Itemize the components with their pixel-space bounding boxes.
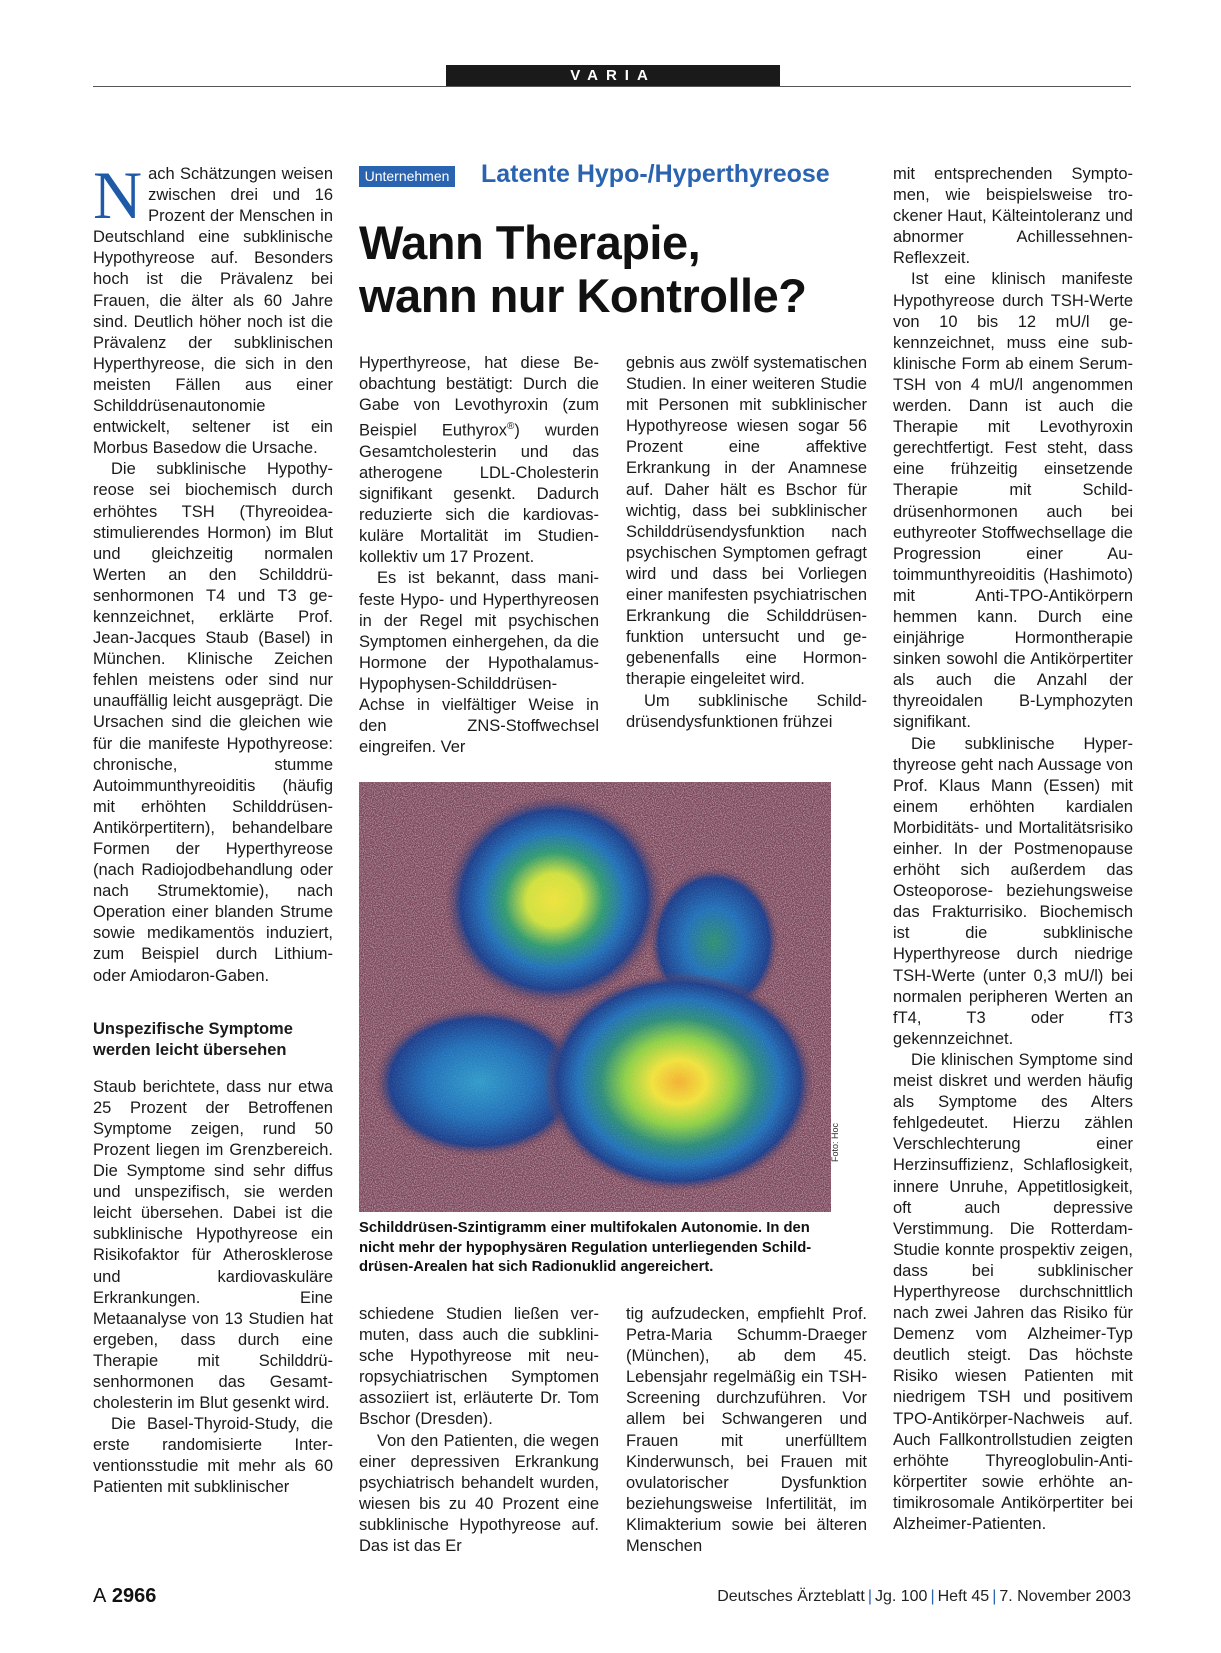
paragraph: Die klinischen Symptome sind meist diskret und werden häufig als Symptome des Alters fehlgedeutet. Hierzu zählen Verschlechterung einer Herzinsuffizienz, Schlaflosigkeit, innere Unruhe, Appetitlosigkeit, oft auch depressive Verstimmung. Die Rotterdam-Studie konnte prospektiv zeigen, dass bei subklinischer Hyperthyreose durchschnittlich nach zwei Jahren das Risiko für Demenz vom Alzheimer-Typ deutlich steigt. Das höchste Risiko wiesen Patienten mit niedrigem TSH und positivem TPO-Antikörper-Nachweis auf. Auch Fallkontrollstudien zeigten erhöhte Thyreoglobulin-Antikörpertiter sowie erhöhte antimikrosomale Antikörpertiter bei Alzheimer-Patienten. — [893, 1050, 1133, 1533]
scintigram-image — [359, 782, 831, 1212]
paragraph: mit entsprechenden Symptomen, wie beispielsweise trockener Haut, Kälteintoleranz und abnormer Achillessehnen-Reflexzeit. — [893, 165, 1133, 268]
paragraph — [93, 157, 333, 459]
category-badge: Unternehmen — [359, 166, 455, 187]
article-column-right — [893, 164, 1133, 1535]
paragraph: tig aufzudecken, empfiehlt Prof. Petra-Maria Schumm-Draeger (München), ab dem 45. Lebensjahr regelmäßig ein TSH-Screening durchzuführen. Vor allem bei Schwangeren und Frauen mit unerfülltem Kinderwunsch, bei Frauen mit ovulatorischer Dysfunktion beziehungsweise Infertilität, im Klimakterium sowie bei älteren Menschen — [626, 1305, 867, 1556]
journal-date: 7. November 2003 — [999, 1588, 1131, 1605]
paragraph: Ist eine klinisch manifeste Hypothyreose durch TSH-Werte von 10 bis 12 mU/l gekennzeichnet, muss eine subklinische Form ab einem Serum-TSH von 4 mU/l angenommen werden. Dann ist auch die Therapie mit Levothyroxin gerechtfertigt. Fest steht, dass eine frühzeitig einsetzende Therapie mit Schilddrüsenhormonen auch bei euthyreoter Stoffwechsellage die Progression einer Autoimmunthyreoiditis (Hashimoto) mit Anti-TPO-Antikörpern hemmen kann. Durch eine einjährige Hormontherapie sinken sowohl die Antikörpertiter als auch die Anzahl der thyreoidalen B-Lymphozyten signifikant. — [893, 270, 1133, 732]
article-column-middle-upper-2 — [626, 353, 867, 733]
paragraph: gebnis aus zwölf systematischen Studien. In einer weiteren Studie mit Personen mit subklinischer Hypothyreose wiesen sogar 56 Prozent eine affektive Erkrankung in der Anamnese auf. Daher hält es Bschor für wichtig, dass bei subklinischer Schilddrüsendysfunktion nach psychischen Symptomen gefragt wird und dass bei Vorliegen einer manifesten psychiatrischen Erkrankung die Schilddrüsenfunktion untersucht und gegebenenfalls eine Hormontherapie eingeleitet wird. — [626, 354, 867, 689]
scintigram-graphic — [359, 782, 831, 1212]
paragraph: Um subklinische Schilddrüsendysfunktionen frühzei — [626, 691, 867, 731]
paragraph: Es ist bekannt, dass manifeste Hypo- und Hyperthyreosen in der Regel mit psychischen Symptomen einhergehen, da die Hormone der Hypothalamus-Hypophysen-Schilddrüsen-Achse in vielfältiger Weise in den ZNS-Stoffwechsel eingreifen. Ver — [359, 569, 599, 757]
dropcap: N — [93, 157, 143, 233]
kicker-title: Latente Hypo-/Hyperthyreose — [481, 160, 830, 188]
paragraph: Staub berichtete, dass nur etwa 25 Prozent der Betroffenen Symptome zeigen, rund 50 Prozent liegen im Grenzbereich. Die Symptome sind sehr diffus und unspezifisch, sie werden leicht übersehen. Dabei ist die subklinische Hypothyreose ein Risikofaktor für Atherosklerose und kardiovaskuläre Erkrankungen. Eine Metaanalyse von 13 Studien hat ergeben, dass durch eine Therapie mit Schilddrüsenhormonen das Gesamtcholesterin im Blut gesenkt wird. — [93, 1077, 333, 1413]
subheading — [93, 1019, 333, 1061]
section-label: VARIA — [446, 65, 780, 86]
journal-issue: Heft 45 — [937, 1588, 990, 1605]
figure-caption: Schilddrüsen-Szintigramm einer multifokalen Autonomie. In den nicht mehr der hypophysären Regulation unterliegenden Schilddrüsen-Arealen hat sich Radionuklid angereichert. — [359, 1220, 812, 1276]
paragraph — [359, 353, 599, 568]
paragraph: Die subklinische Hypothyreose sei biochemisch durch erhöhtes TSH (Thyreoideastimulierendes Hormon) im Blut und gleichzeitig normalen Werten an den Schilddrüsenhormonen T4 und T3 gekennzeichnet, erklärte Prof. Jean-Jacques Staub (Basel) in München. Klinische Zeichen fehlen meistens oder sind nur unauffällig leicht ausgeprägt. Die Ursachen sind die gleichen wie für die manifeste Hypothyreose: chronische, stumme Autoimmunthyreoiditis (häufig mit erhöhten Schilddrüsen-Antikörpertitern), behandelbare Formen der Hyperthyreose (nach Radiojodbehandlung oder nach Strumektomie), nach Operation einer blanden Strume sowie medikamentös induziert, zum Beispiel durch Lithium- oder Amiodaron-Gaben. — [93, 460, 333, 985]
page-prefix: A — [93, 1585, 107, 1607]
headline-line: wann nur Kontrolle? — [359, 269, 807, 322]
photo-credit: Foto: Hoc — [830, 1122, 840, 1162]
paragraph: Die Basel-Thyroid-Study, die erste randomisierte Interventionsstudie mit mehr als 60 Patienten mit subklinischer — [93, 1415, 333, 1497]
article-column-middle-lower-2 — [626, 1304, 867, 1557]
header-rule — [93, 86, 1131, 87]
paragraph-text: Hyperthyreose, hat diese Beobachtung bestätigt: Durch die Gabe von Levothyroxin (zum Beispiel Euthyrox — [359, 354, 599, 440]
journal-volume: Jg. 100 — [874, 1588, 928, 1605]
page-number — [93, 1585, 156, 1608]
paragraph: Die subklinische Hyperthyreose geht nach Aussage von Prof. Klaus Mann (Essen) mit einem erhöhten kardialen Morbiditäts- und Mortalitätsrisiko einher. In der Postmenopause erhöht sich außerdem das Osteoporose- beziehungsweise das Frakturrisiko. Biochemisch ist die subklinische Hyperthyreose durch niedrige TSH-Werte (unter 0,3 mU/l) bei normalen peripheren Werten an fT4, T3 oder fT3 gekennzeichnet. — [893, 734, 1133, 1048]
paragraph-text: ach Schätzungen weisen zwischen drei und 16 Prozent der Menschen in Deutschland eine subklinische Hypothyreose auf. Besonders hoch ist die Prävalenz bei Frauen, die älter als 60 Jahre sind. Deutlich höher noch ist die Prävalenz der subklinischen Hyperthyreose, die sich in den meisten Fällen aus einer Schilddrüsenautonomie entwickelt, seltener ist ein Morbus Basedow die Ursache. — [93, 165, 333, 458]
article-column-left — [93, 157, 333, 1499]
article-column-middle-upper-1 — [359, 353, 599, 758]
registered-mark: ® — [506, 421, 515, 433]
subheading-line: werden leicht übersehen — [93, 1040, 287, 1059]
article-headline — [359, 216, 819, 322]
article-column-middle-lower-1 — [359, 1304, 599, 1557]
paragraph: schiedene Studien ließen vermuten, dass auch die subklinische Hypothyreose mit neuropsychiatrischen Symptomen assoziiert ist, erläuterte Dr. Tom Bschor (Dresden). — [359, 1305, 599, 1429]
page-number-value: 2966 — [111, 1585, 157, 1607]
subheading-line: Unspezifische Symptome — [93, 1019, 293, 1038]
journal-info: Deutsches Ärzteblatt | Jg. 100 | Heft 45 | 7. November 2003 — [717, 1588, 1131, 1605]
paragraph: Von den Patienten, die wegen einer depressiven Erkrankung psychiatrisch behandelt wurden, wiesen bis zu 40 Prozent eine subklinische Hypothyreose auf. Das ist das Er — [359, 1431, 599, 1556]
paragraph-text: ) wurden Gesamtcholesterin und das atherogene LDL-Cholesterin signifikant gesenkt. Dadurch reduzierte sich die kardiovaskuläre Mortalität im Studienkollektiv um 17 Prozent. — [359, 421, 599, 567]
journal-name: Deutsches Ärzteblatt — [717, 1588, 865, 1605]
headline-line: Wann Therapie, — [359, 216, 701, 269]
